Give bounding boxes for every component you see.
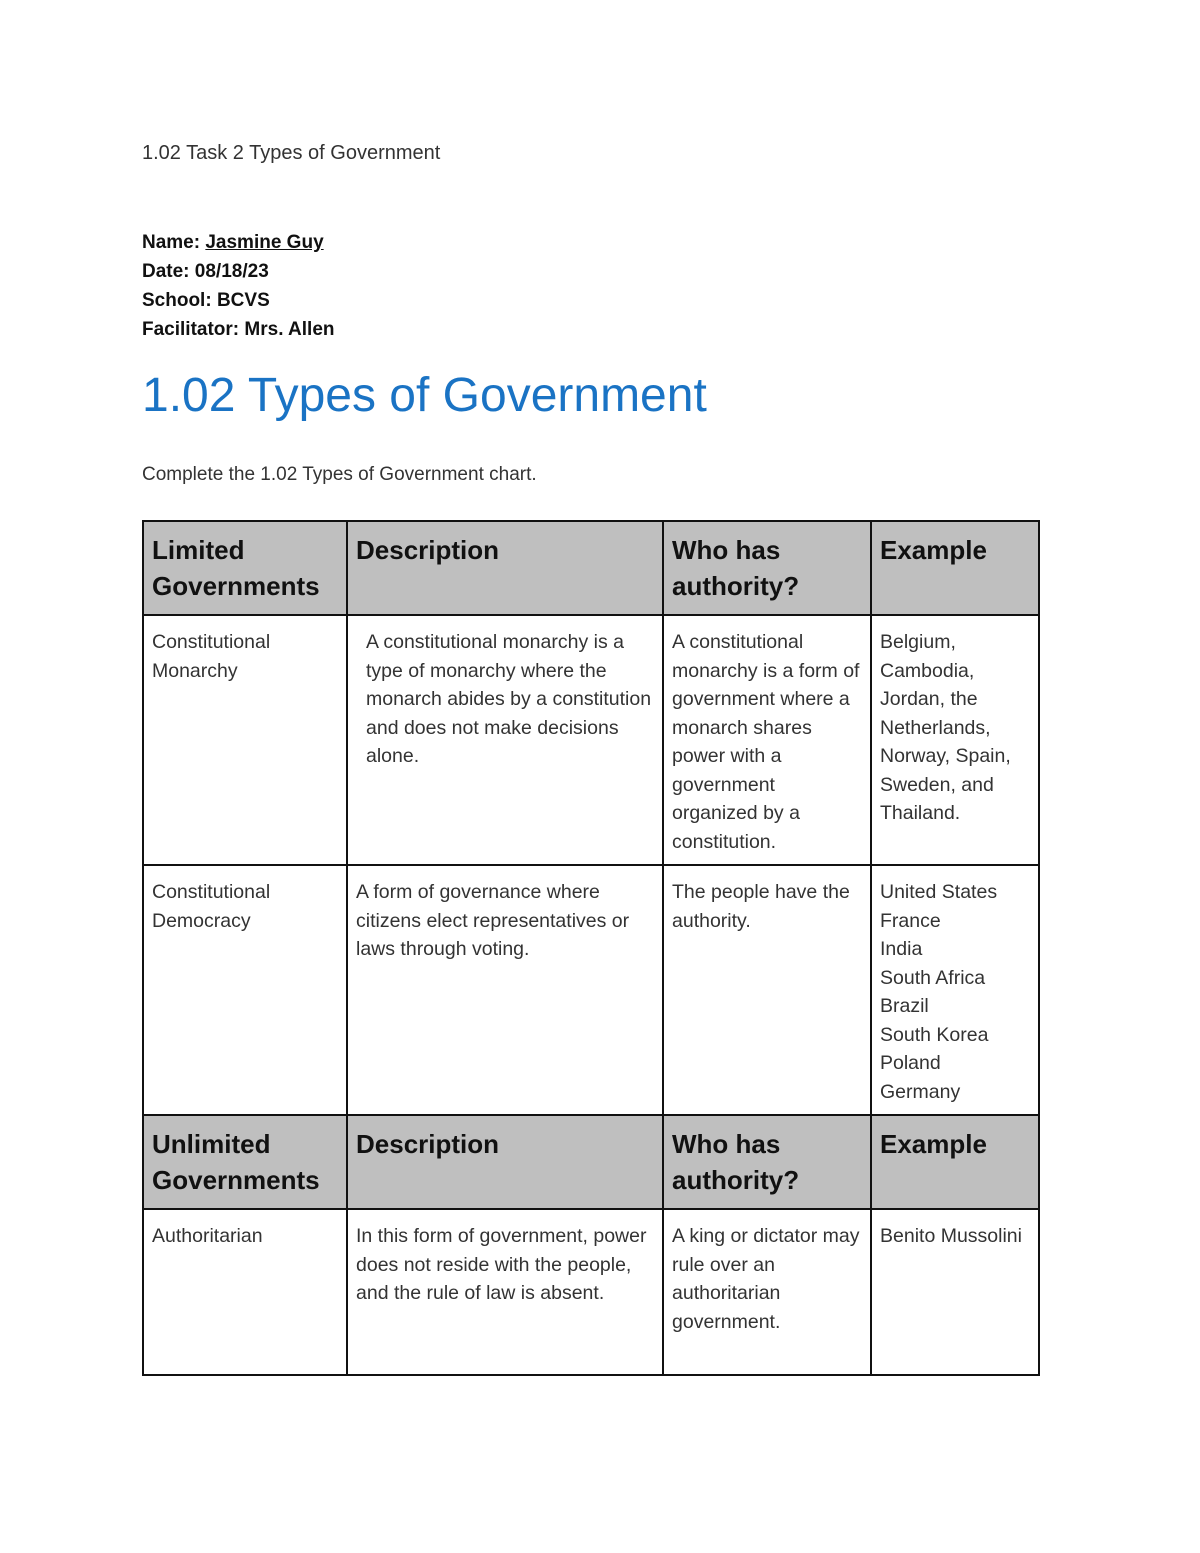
facilitator-value: Mrs. Allen bbox=[244, 319, 335, 340]
table-row bbox=[143, 1209, 1039, 1375]
authority-cell: The people have the authority. bbox=[663, 865, 871, 1115]
government-type-cell: Authoritarian bbox=[143, 1209, 347, 1375]
student-info bbox=[142, 228, 335, 344]
school-value: BCVS bbox=[216, 290, 270, 311]
authority-cell: A king or dictator may rule over an authoritarian government. bbox=[663, 1209, 871, 1375]
header-description: Description bbox=[347, 1115, 663, 1209]
school-row bbox=[142, 286, 335, 315]
example-cell: United States France India South Africa Brazil South Korea Poland Germany bbox=[871, 865, 1039, 1115]
header-unlimited-governments: Unlimited Governments bbox=[143, 1115, 347, 1209]
government-type-cell: Constitutional Democracy bbox=[143, 865, 347, 1115]
facilitator-row bbox=[142, 315, 335, 344]
name-value: Jasmine Guy bbox=[205, 232, 324, 253]
instructions-text: Complete the 1.02 Types of Government chart. bbox=[142, 464, 537, 485]
header-who-has-authority: Who has authority? bbox=[663, 1115, 871, 1209]
government-types-table bbox=[142, 520, 1040, 1376]
date-row bbox=[142, 257, 335, 286]
government-type-cell: Constitutional Monarchy bbox=[143, 615, 347, 865]
header-who-has-authority: Who has authority? bbox=[663, 521, 871, 615]
table-row bbox=[143, 615, 1039, 865]
header-example: Example bbox=[871, 1115, 1039, 1209]
name-row bbox=[142, 228, 335, 257]
description-cell: A form of governance where citizens elect representatives or laws through voting. bbox=[347, 865, 663, 1115]
document-title: 1.02 Types of Government bbox=[142, 369, 707, 422]
description-cell: A constitutional monarchy is a type of monarchy where the monarch abides by a constitution and does not make decisions alone. bbox=[347, 615, 663, 865]
table-row bbox=[143, 865, 1039, 1115]
header-limited-governments: Limited Governments bbox=[143, 521, 347, 615]
example-cell: Belgium, Cambodia, Jordan, the Netherlands, Norway, Spain, Sweden, and Thailand. bbox=[871, 615, 1039, 865]
header-example: Example bbox=[871, 521, 1039, 615]
name-label: Name: bbox=[142, 232, 201, 253]
authority-cell: A constitutional monarchy is a form of government where a monarch shares power with a government organized by a constitution. bbox=[663, 615, 871, 865]
facilitator-label: Facilitator: bbox=[142, 319, 240, 340]
date-label: Date: bbox=[142, 261, 190, 282]
school-label: School: bbox=[142, 290, 212, 311]
description-cell: In this form of government, power does not reside with the people, and the rule of law is absent. bbox=[347, 1209, 663, 1375]
unlimited-header-row bbox=[143, 1115, 1039, 1209]
example-cell: Benito Mussolini bbox=[871, 1209, 1039, 1375]
header-description: Description bbox=[347, 521, 663, 615]
date-value: 08/18/23 bbox=[194, 261, 269, 282]
limited-header-row bbox=[143, 521, 1039, 615]
task-title: 1.02 Task 2 Types of Government bbox=[142, 142, 441, 164]
